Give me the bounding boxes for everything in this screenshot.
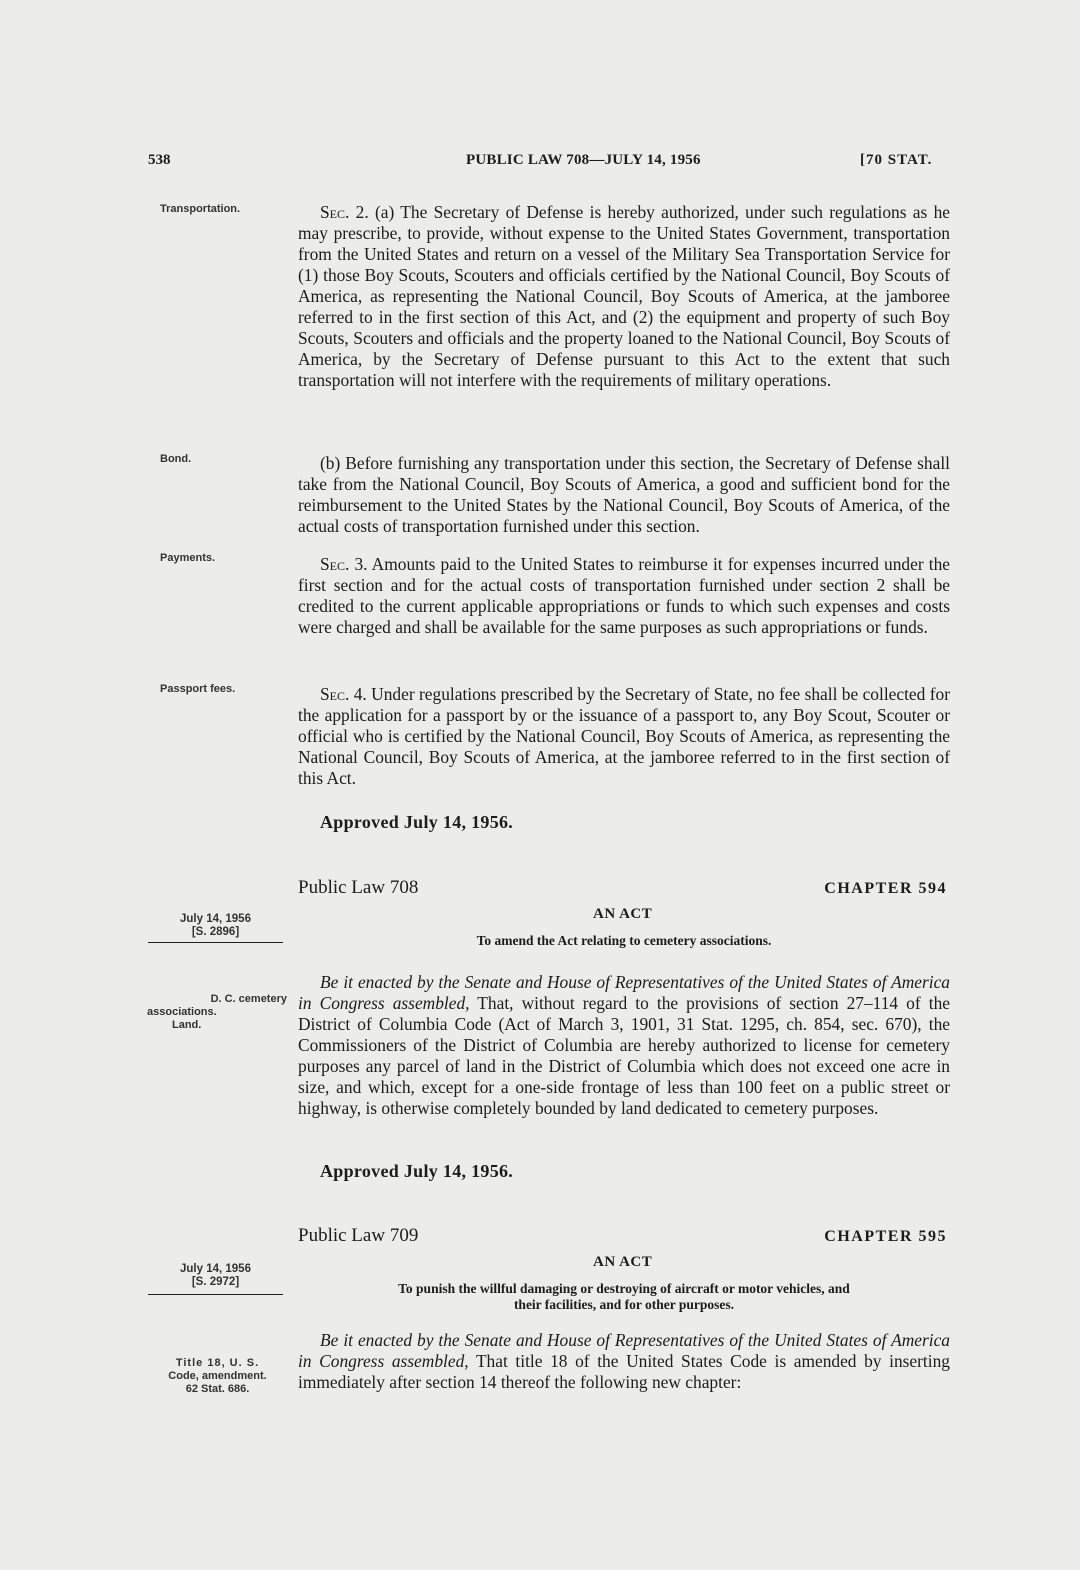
running-header xyxy=(148,152,948,174)
enacting-clause: Be it enacted by the Senate and House of Representatives of the United States of America in Congress assembled, xyxy=(298,972,950,1013)
an-act-heading: AN ACT xyxy=(593,906,653,922)
section-4 xyxy=(298,684,950,789)
margin-note-title18 xyxy=(150,1357,285,1396)
enacting-clause: Be it enacted by the Senate and House of Representatives of the United States of America in Congress assembled, xyxy=(298,1330,950,1371)
margin-line: Land. xyxy=(172,1019,202,1031)
section-2a xyxy=(298,202,950,391)
running-title: PUBLIC LAW 708—JULY 14, 1956 xyxy=(466,152,701,168)
chapter-595: CHAPTER 595 xyxy=(824,1228,947,1245)
margin-note-payments: Payments. xyxy=(160,552,216,564)
margin-rule xyxy=(148,942,283,943)
margin-line: 62 Stat. 686. xyxy=(185,1383,250,1395)
section-2b xyxy=(298,453,950,537)
statute-reference: [70 STAT. xyxy=(860,152,933,168)
margin-line: associations. xyxy=(147,1006,217,1018)
law-text: That title 18 of the United States Code is amended by inserting immediately after section 14 thereof the following new chapter: xyxy=(298,1351,950,1392)
chapter-594: CHAPTER 594 xyxy=(824,880,947,897)
approved-line: Approved July 14, 1956. xyxy=(320,812,514,832)
margin-line: Title 18, U. S. xyxy=(175,1357,260,1369)
margin-note-bond: Bond. xyxy=(160,453,192,465)
section-text: Amounts paid to the United States to reimburse it for expenses incurred under the first section and for the actual costs of transportation furnished under section 2 shall be credited to the current applicable appropriations or funds to which such expenses and costs were charged and shall be available for the same purposes as such appropriations or funds. xyxy=(298,554,950,637)
section-label: Sec. 2. xyxy=(320,202,369,222)
margin-rule xyxy=(148,1294,283,1295)
law708-date: July 14, 1956 xyxy=(180,913,251,925)
law709-body xyxy=(298,1330,950,1393)
section-text: (b) Before furnishing any transportation under this section, the Secretary of Defense shall take from the National Council, Boy Scouts of America, a good and sufficient bond for the reimbursement to the United States by the National Council, Boy Scouts of America, of the actual costs of transportation furnished under this section. xyxy=(298,453,950,536)
law709-date: July 14, 1956 xyxy=(180,1263,251,1275)
law708-body xyxy=(298,972,950,1119)
approved-line: Approved July 14, 1956. xyxy=(320,1161,514,1181)
margin-line: Code, amendment. xyxy=(168,1370,267,1382)
section-3 xyxy=(298,554,950,638)
margin-note-transportation: Transportation. xyxy=(160,203,241,215)
section-label: Sec. 3. xyxy=(320,554,368,574)
public-law-708: Public Law 708 xyxy=(298,877,419,898)
an-act-heading: AN ACT xyxy=(593,1254,653,1270)
margin-line: D. C. cemetery xyxy=(210,993,287,1005)
section-label: Sec. 4. xyxy=(320,684,367,704)
section-text: Under regulations prescribed by the Secretary of State, no fee shall be collected for the application for a passport by or the issuance of a passport to, any Boy Scout, Scouter or official who is certified by the National Council, Boy Scouts of America, as representing the National Council, Boy Scouts of America, at the jamboree referred to in the first section of this Act. xyxy=(298,684,950,788)
act-title: To amend the Act relating to cemetery associations. xyxy=(476,933,772,948)
law708-bill-number: [S. 2896] xyxy=(191,926,240,938)
section-text: (a) The Secretary of Defense is hereby authorized, under such regulations as he may prescribe, to provide, without expense to the United States Government, transportation from the United States and return on a vessel of the Military Sea Transportation Service for (1) those Boy Scouts, Scouters and officials certified by the National Council, Boy Scouts of America, as representing the National Council, Boy Scouts of America, at the jamboree referred to in the first section of this Act, and (2) the equipment and property of such Boy Scouts, Scouters and officials and the property loaned to the National Council, Boy Scouts of America, by the Secretary of Defense pursuant to this Act to the extent that such transportation will not interfere with the requirements of military operations. xyxy=(298,202,950,390)
page-number: 538 xyxy=(148,152,171,168)
public-law-709: Public Law 709 xyxy=(298,1225,419,1246)
law-text: That, without regard to the provisions of section 27–114 of the District of Columbia Code (Act of March 3, 1901, 31 Stat. 1295, ch. 854, sec. 670), the Commissioners of the District of Columbia are hereby authorized to license for cemetery purposes any parcel of land in the District of Columbia which does not exceed one acre in size, and which, except for a one-side frontage of less than 100 feet on a public street or highway, is otherwise completely bounded by land dedicated to cemetery purposes. xyxy=(298,993,950,1118)
act-title-line-1: To punish the willful damaging or destroying of aircraft or motor vehicles, and xyxy=(398,1281,850,1296)
margin-note-passport-fees: Passport fees. xyxy=(160,683,236,695)
law709-bill-number: [S. 2972] xyxy=(191,1276,240,1288)
margin-note-cemetery xyxy=(147,993,287,1032)
act-title-line-2: their facilities, and for other purposes. xyxy=(513,1297,735,1312)
